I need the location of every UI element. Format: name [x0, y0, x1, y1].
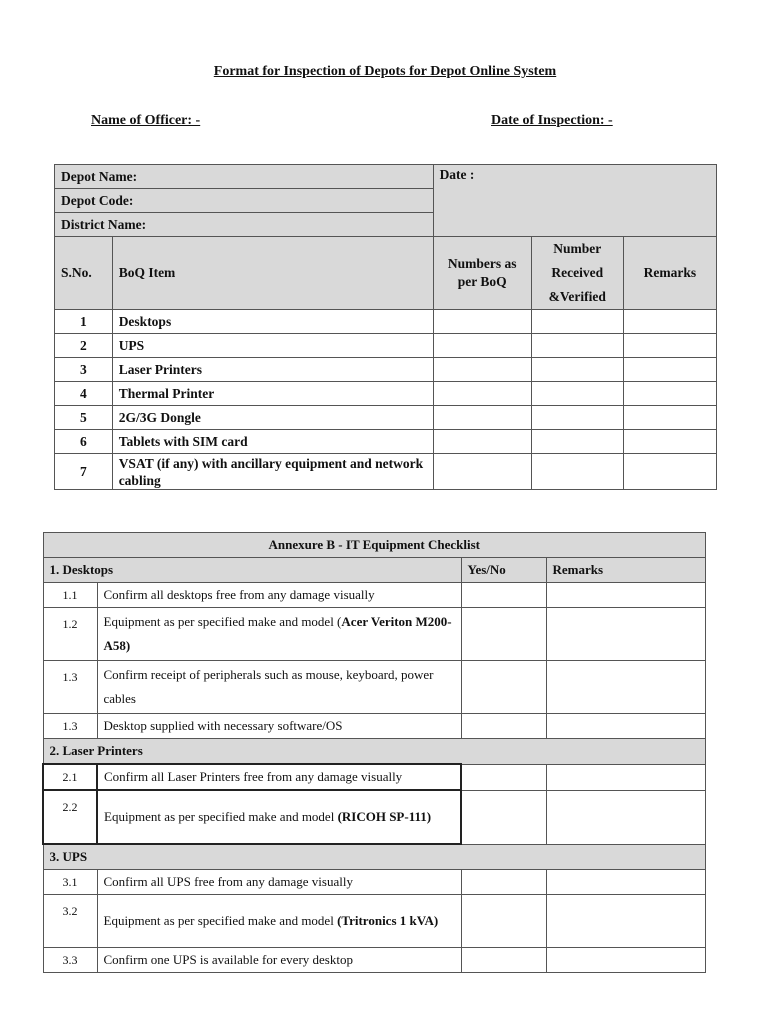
checklist-row — [43, 608, 706, 661]
officer-name-label: Name of Officer: - — [91, 113, 201, 128]
table-row — [55, 454, 717, 490]
yes-no-input[interactable] — [461, 661, 546, 714]
row-remarks-input[interactable] — [623, 406, 716, 430]
section-title: 3. UPS — [43, 844, 706, 870]
row-remarks-input[interactable] — [623, 430, 716, 454]
row-remarks-input[interactable] — [623, 310, 716, 334]
row-item: VSAT (if any) with ancillary equipment and network cabling — [112, 454, 433, 490]
item-number: 3.1 — [43, 870, 97, 895]
district-name-cell[interactable]: District Name: — [55, 213, 434, 237]
depot-name-cell[interactable]: Depot Name: — [55, 165, 434, 189]
row-sno: 2 — [55, 334, 113, 358]
remarks-input[interactable] — [546, 661, 706, 714]
row-numbers-input[interactable] — [433, 454, 531, 490]
row-item: Tablets with SIM card — [112, 430, 433, 454]
section-title: 1. Desktops — [43, 558, 461, 583]
remarks-input[interactable] — [546, 764, 706, 790]
remarks-input[interactable] — [546, 583, 706, 608]
row-numbers-input[interactable] — [433, 310, 531, 334]
item-description: Confirm all Laser Printers free from any damage visually — [97, 764, 461, 790]
item-number: 3.3 — [43, 948, 97, 973]
checklist-row — [43, 895, 706, 948]
table-row — [55, 382, 717, 406]
yes-no-input[interactable] — [461, 714, 546, 739]
annexure-title-row — [43, 533, 706, 558]
header-sno: S.No. — [55, 237, 113, 310]
row-numbers-input[interactable] — [433, 382, 531, 406]
row-received-input[interactable] — [531, 430, 623, 454]
item-description: Equipment as per specified make and model (Tritronics 1 kVA) — [97, 895, 461, 948]
item-description: Equipment as per specified make and model (Acer Veriton M200-A58) — [97, 608, 461, 661]
header-received-verified: Number Received &Verified — [531, 237, 623, 310]
document-title: Format for Inspection of Depots for Depot Online System — [213, 64, 557, 79]
row-received-input[interactable] — [531, 334, 623, 358]
row-remarks-input[interactable] — [623, 382, 716, 406]
checklist-row — [43, 583, 706, 608]
remarks-input[interactable] — [546, 790, 706, 844]
checklist-row — [43, 714, 706, 739]
row-sno: 7 — [55, 454, 113, 490]
row-received-input[interactable] — [531, 454, 623, 490]
row-remarks-input[interactable] — [623, 334, 716, 358]
item-number: 2.1 — [43, 764, 97, 790]
remarks-input[interactable] — [546, 714, 706, 739]
row-item: Desktops — [112, 310, 433, 334]
table-row — [55, 430, 717, 454]
depot-boq-table — [54, 164, 717, 490]
depot-code-cell[interactable]: Depot Code: — [55, 189, 434, 213]
row-sno: 4 — [55, 382, 113, 406]
annexure-title: Annexure B - IT Equipment Checklist — [43, 533, 706, 558]
row-received-input[interactable] — [531, 406, 623, 430]
row-received-input[interactable] — [531, 310, 623, 334]
table-row — [55, 334, 717, 358]
yes-no-input[interactable] — [461, 608, 546, 661]
table-header-row — [55, 237, 717, 310]
date-cell[interactable]: Date : — [433, 165, 716, 237]
checklist-row — [43, 790, 706, 844]
row-item: 2G/3G Dongle — [112, 406, 433, 430]
row-received-input[interactable] — [531, 358, 623, 382]
row-numbers-input[interactable] — [433, 358, 531, 382]
yes-no-input[interactable] — [461, 764, 546, 790]
row-sno: 1 — [55, 310, 113, 334]
item-number: 1.3 — [43, 714, 97, 739]
item-description: Confirm all desktops free from any damage visually — [97, 583, 461, 608]
item-number: 2.2 — [43, 790, 97, 844]
item-description: Confirm one UPS is available for every desktop — [97, 948, 461, 973]
depot-name-row — [55, 165, 717, 189]
checklist-row — [43, 764, 706, 790]
inspection-date-label: Date of Inspection: - — [491, 113, 613, 128]
row-numbers-input[interactable] — [433, 334, 531, 358]
remarks-input[interactable] — [546, 608, 706, 661]
item-number: 1.1 — [43, 583, 97, 608]
remarks-input[interactable] — [546, 948, 706, 973]
row-numbers-input[interactable] — [433, 406, 531, 430]
section-header-row — [43, 739, 706, 765]
checklist-row — [43, 661, 706, 714]
remarks-input[interactable] — [546, 870, 706, 895]
row-sno: 3 — [55, 358, 113, 382]
checklist-row — [43, 870, 706, 895]
item-description: Equipment as per specified make and model (RICOH SP-111) — [97, 790, 461, 844]
header-remarks: Remarks — [623, 237, 716, 310]
row-remarks-input[interactable] — [623, 358, 716, 382]
header-yes-no: Yes/No — [461, 558, 546, 583]
row-item: Thermal Printer — [112, 382, 433, 406]
row-remarks-input[interactable] — [623, 454, 716, 490]
header-boq-item: BoQ Item — [112, 237, 433, 310]
yes-no-input[interactable] — [461, 948, 546, 973]
yes-no-input[interactable] — [461, 583, 546, 608]
item-description: Desktop supplied with necessary software/OS — [97, 714, 461, 739]
yes-no-input[interactable] — [461, 870, 546, 895]
yes-no-input[interactable] — [461, 895, 546, 948]
item-description: Confirm receipt of peripherals such as mouse, keyboard, power cables — [97, 661, 461, 714]
row-received-input[interactable] — [531, 382, 623, 406]
item-description: Confirm all UPS free from any damage visually — [97, 870, 461, 895]
row-item: Laser Printers — [112, 358, 433, 382]
section-header-row — [43, 558, 706, 583]
row-sno: 5 — [55, 406, 113, 430]
header-numbers-boq: Numbers as per BoQ — [433, 237, 531, 310]
header-remarks: Remarks — [546, 558, 706, 583]
row-sno: 6 — [55, 430, 113, 454]
row-item: UPS — [112, 334, 433, 358]
checklist-row — [43, 948, 706, 973]
row-numbers-input[interactable] — [433, 430, 531, 454]
it-equipment-checklist-table — [42, 532, 706, 973]
section-title: 2. Laser Printers — [43, 739, 706, 765]
item-number: 3.2 — [43, 895, 97, 948]
item-number: 1.2 — [43, 608, 97, 661]
table-row — [55, 406, 717, 430]
section-header-row — [43, 844, 706, 870]
yes-no-input[interactable] — [461, 790, 546, 844]
item-number: 1.3 — [43, 661, 97, 714]
remarks-input[interactable] — [546, 895, 706, 948]
table-row — [55, 310, 717, 334]
table-row — [55, 358, 717, 382]
